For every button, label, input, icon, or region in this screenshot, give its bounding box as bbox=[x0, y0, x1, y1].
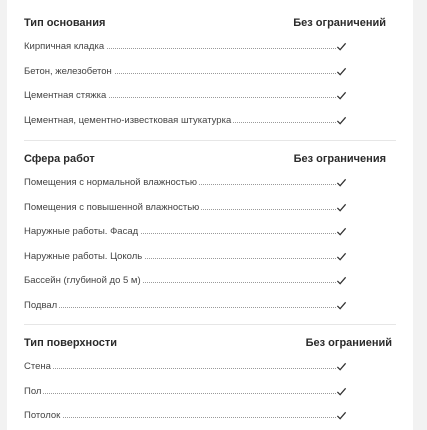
section-value: Без ограничений bbox=[293, 17, 386, 29]
section-value: Без ограниений bbox=[305, 337, 392, 349]
checkmark-icon bbox=[336, 410, 347, 421]
list-item bbox=[24, 34, 396, 59]
item-label: Пол bbox=[24, 385, 42, 397]
checkmark-icon bbox=[336, 300, 347, 311]
section-title: Тип основания bbox=[24, 17, 106, 29]
checkmark-icon bbox=[336, 202, 347, 213]
item-label: Помещения с нормальной влажностью bbox=[24, 177, 197, 188]
list-item bbox=[24, 59, 396, 84]
item-label: Наружные работы. Цоколь bbox=[24, 250, 143, 262]
item-label: Кирпичная кладка bbox=[24, 41, 105, 52]
list-item bbox=[24, 195, 396, 220]
checkmark-icon bbox=[336, 90, 347, 101]
item-label: Бетон, железобетон bbox=[24, 65, 112, 77]
dotted-leader bbox=[24, 307, 336, 308]
item-label: Цементная, цементно-известковая штукатурка bbox=[24, 114, 232, 126]
checkmark-icon bbox=[336, 66, 347, 77]
item-label: Потолок bbox=[24, 410, 61, 421]
section-header bbox=[24, 14, 396, 34]
item-label: Цементная стяжка bbox=[24, 90, 107, 101]
list-item bbox=[24, 354, 396, 379]
item-label: Помещения с повышенной влажностью bbox=[24, 201, 200, 213]
list-item bbox=[24, 293, 396, 318]
item-label: Наружные работы. Фасад bbox=[24, 226, 139, 237]
item-label: Бассейн (глубиной до 5 м) bbox=[24, 275, 141, 286]
section-header bbox=[24, 334, 396, 354]
checkmark-icon bbox=[336, 115, 347, 126]
dotted-leader bbox=[24, 393, 336, 394]
list-item bbox=[24, 170, 396, 195]
section-surface-type bbox=[24, 334, 396, 428]
list-item bbox=[24, 403, 396, 428]
section-divider bbox=[24, 324, 396, 325]
list-item bbox=[24, 379, 396, 404]
checkmark-icon bbox=[336, 275, 347, 286]
list-item bbox=[24, 244, 396, 269]
section-divider bbox=[24, 140, 396, 141]
list-item bbox=[24, 268, 396, 293]
checkmark-icon bbox=[336, 177, 347, 188]
section-work-scope bbox=[24, 150, 396, 317]
section-header bbox=[24, 150, 396, 170]
section-title: Тип поверхности bbox=[24, 337, 118, 349]
checkmark-icon bbox=[336, 251, 347, 262]
item-label: Стена bbox=[24, 361, 51, 372]
section-value: Без ограничения bbox=[293, 153, 386, 165]
checkmark-icon bbox=[336, 386, 347, 397]
checkmark-icon bbox=[336, 226, 347, 237]
item-label: Подвал bbox=[24, 299, 58, 311]
checkmark-icon bbox=[336, 41, 347, 52]
specs-card bbox=[7, 0, 413, 430]
section-title: Сфера работ bbox=[24, 153, 95, 165]
list-item bbox=[24, 108, 396, 133]
list-item bbox=[24, 83, 396, 108]
dotted-leader bbox=[24, 368, 336, 369]
checkmark-icon bbox=[336, 361, 347, 372]
section-base-type bbox=[24, 14, 396, 132]
dotted-leader bbox=[24, 417, 336, 418]
list-item bbox=[24, 219, 396, 244]
